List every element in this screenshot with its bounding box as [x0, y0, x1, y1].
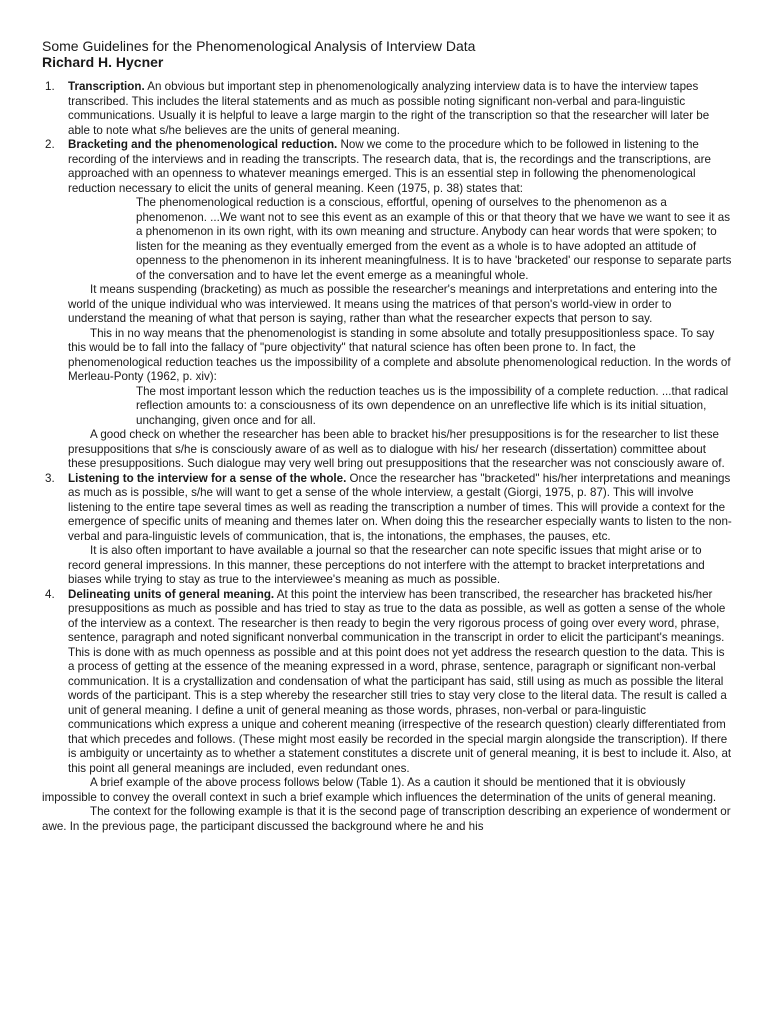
item-text: Once the researcher has "bracketed" his/her interpretations and meanings as much as is possible, s/he will want to get a sense of the whole interview, a gestalt (Giorgi, 1975, p. 87). This will involve listening to the entire tape several times as well as reading the transcription a number of times. This will provide a context for the emergence of specific units of meaning and themes later on. When doing this the researcher especially wants to listen to the non-verbal and para-linguistic levels of communication, that is, the intonations, the emphases, the pauses, etc.: [68, 471, 732, 543]
item-number: 3.: [45, 471, 55, 485]
paragraph: This in no way means that the phenomenologist is standing in some absolute and totally presuppositionless space. To say this would be to fall into the fallacy of "pure objectivity" that natural science has often been prone to. In fact, the phenomenological reduction teaches us the impossibility of a complete and absolute phenomenological reduction. In the words of Merleau-Ponty (1962, p. xiv):: [68, 326, 731, 383]
paragraph: It is also often important to have available a journal so that the researcher can note specific issues that might arise or to record general impressions. In this manner, these perceptions do not interfere with the attempt to bracket interpretations and biases while trying to stay as true to the interviewee's meaning as much as possible.: [68, 544, 705, 586]
item-heading: Transcription.: [68, 80, 145, 93]
item-body: [68, 80, 732, 138]
block-quote: The most important lesson which the reduction teaches us is the impossibility of a complete reduction. ...that radical reflection amounts to: a consciousness of its own dependence on an unreflective life which is its initial situation, unchanging, given once and for all.: [136, 384, 729, 427]
paragraph: It means suspending (bracketing) as much as possible the researcher's meanings and interpretations and entering into the world of the unique individual who was interviewed. It means using the matrices of that person's world-view in order to understand the meaning of what that person is saying, rather than what the researcher expects that person to say.: [68, 283, 718, 325]
item-body: [68, 588, 732, 777]
paragraph: A brief example of the above process follows below (Table 1). As a caution it should be mentioned that it is obviously impossible to convey the overall context in such a brief example which influences the determination of the units of general meaning.: [42, 776, 717, 804]
item-body: [68, 138, 732, 196]
guideline-item-4: [42, 588, 732, 835]
item-number: 2.: [45, 138, 55, 151]
guideline-item-1: [42, 80, 732, 138]
item-text: Now we come to the procedure which to be followed in listening to the recording of the interviews and in reading the transcripts. The research data, that is, the recordings and the transcriptions, are approached with an openness to whatever meanings emerged. This is an essential step in following the phenomenological reduction necessary to elicit the units of general meaning. Keen (1975, p. 38) states that:: [68, 138, 711, 195]
item-text: At this point the interview has been transcribed, the researcher has bracketed his/her presuppositions as much as possible and has tried to stay as true to the data as possible, as well as gotten a sense of the whole of the interview as a context. The researcher is then ready to begin the very rigorous process of going over every word, phrase, sentence, paragraph and noted significant nonverbal communication in the transcript in order to elicit the participant's meanings. This is done with as much openness as possible and at this point does not yet address the research question to the data. This is a process of getting at the essence of the meaning expressed in a word, phrase, sentence, paragraph or significant non-verbal communication. It is a crystallization and condensation of what the participant has said, still using as much as possible the literal words of the participant. This is a step whereby the researcher still tries to stay very close to the literal data. The result is called a unit of general meaning. I define a unit of general meaning as those words, phrases, non-verbal or para-linguistic communications which express a unique and coherent meaning (irrespective of the research question) clearly differentiated from that which precedes and follows. (These might most easily be recorded in the special margin alongside the transcription). If there is ambiguity or uncertainty as to whether a statement constitutes a discrete unit of general meaning, it is best to include it. Also, at this point all general meanings are included, even redundant ones.: [68, 587, 732, 775]
item-body: [68, 472, 732, 545]
document-title: Some Guidelines for the Phenomenological Analysis of Interview Data: [42, 38, 476, 54]
paragraph: A good check on whether the researcher has been able to bracket his/her presuppositions is for the researcher to list these presuppositions that s/he is consciously aware of as well as to dialogue with his/ her research (dissertation) committee about these presuppositions. Such dialogue may very well bring out presuppositions that the researcher was not consciously aware of.: [68, 428, 725, 470]
item-heading: Delineating units of general meaning.: [68, 587, 275, 601]
block-quote: The phenomenological reduction is a conscious, effortful, opening of ourselves to the phenomenon as a phenomenon. ...We want not to see this event as an example of this or that theory that we have we want to see it as a phenomenon in its own right, with its own meaning and structure. Anybody can hear words that were spoken; to listen for the meaning as they eventually emerged from the event as a whole is to have adopted an attitude of openness to the phenomenon in its inherent meaningfulness. It is to have 'bracketed' our response to separate parts of the conversation and to have let the event emerge as a meaningful whole.: [136, 196, 732, 282]
document-page: [42, 39, 732, 834]
item-heading: Listening to the interview for a sense of the whole.: [68, 471, 347, 485]
guideline-item-3: [42, 472, 732, 588]
item-number: 1.: [45, 80, 55, 93]
item-text: An obvious but important step in phenomenologically analyzing interview data is to have the interview tapes transcribed. This includes the literal statements and as much as possible noting significant non-verbal and para-linguistic communications. Usually it is helpful to leave a large margin to the right of the transcription so that the researcher will later be able to note what s/he believes are the units of general meaning.: [68, 80, 710, 137]
guideline-item-2: [42, 138, 732, 472]
paragraph: The context for the following example is that it is the second page of transcription describing an experience of wonderment or awe. In the previous page, the participant discussed the background where he and his: [42, 805, 731, 833]
document-author: Richard H. Hycner: [42, 54, 164, 70]
item-heading: Bracketing and the phenomenological reduction.: [68, 138, 338, 151]
item-number: 4.: [45, 587, 55, 601]
